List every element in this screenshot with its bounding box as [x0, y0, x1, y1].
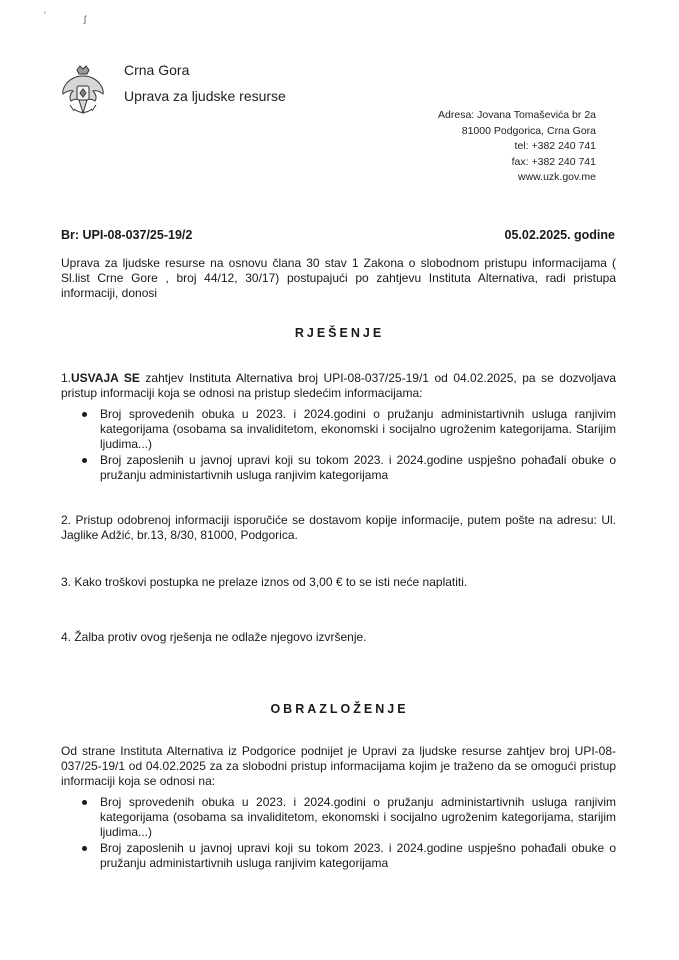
contact-tel: tel: +382 240 741	[514, 140, 596, 152]
list-item-text: Broj sprovedenih obuka u 2023. i 2024.godini o pružanju administartivnih usluga ranjivim kategorijama (osobama sa invaliditetom, ekonomski i socijalno ugroženim kategorijama. Starijim ljudima...)	[100, 407, 616, 451]
coat-of-arms-icon	[58, 64, 108, 120]
list-item-text: Broj zaposlenih u javnoj upravi koji su tokom 2023. i 2024.godine uspješno pohađali obuke o pružanju administartivnih usluga ranjivim kategorijama	[100, 841, 616, 870]
contact-city: 81000 Podgorica, Crna Gora	[461, 124, 596, 137]
reference-date: 05.02.2025. godine	[504, 228, 615, 242]
point-1	[61, 371, 616, 401]
contact-address: Adresa: Jovana Tomaševića br 2a	[438, 109, 596, 121]
point-1-text: zahtjev Instituta Alternativa broj UPI-08-037/25-19/1 od 04.02.2025, pa se dozvoljava pristup informaciji koja se odnosi na pristup sledećim informacijama:	[61, 371, 616, 400]
reference-number: Br: UPI-08-037/25-19/2	[61, 228, 193, 242]
bullet-icon	[82, 800, 87, 805]
point-3: 3. Kako troškovi postupka ne prelaze iznos od 3,00 € to se isti neće naplatiti.	[61, 575, 468, 589]
list-item-text: Broj sprovedenih obuka u 2023. i 2024.godini o pružanju administartivnih usluga ranjivim kategorijama (osobama sa invaliditetom, ekonomski i socijalno ugroženim kategorijama, starijim ljudima...)	[100, 795, 616, 839]
list-item	[78, 841, 616, 871]
reasoning-heading: OBRAZLOŽENJE	[270, 702, 409, 716]
org-name: Uprava za ljudske resurse	[124, 88, 286, 104]
contact-block	[438, 108, 596, 186]
point-1-bold: USVAJA SE	[71, 371, 140, 385]
point-1-list	[78, 407, 616, 483]
org-country: Crna Gora	[124, 62, 190, 78]
list-item	[78, 795, 616, 840]
point-1-number: 1.	[61, 371, 72, 385]
reasoning-list	[78, 795, 616, 871]
bullet-icon	[82, 412, 87, 417]
scan-mark-left: ‘	[44, 10, 46, 20]
list-item-text: Broj zaposlenih u javnoj upravi koji su tokom 2023. i 2024.godine uspješno pohađali obuke o pružanju administartivnih usluga ranjivim kategorijama	[100, 453, 616, 482]
point-2: 2. Pristup odobrenoj informaciji isporučiće se dostavom kopije informacije, putem pošte na adresu: Ul. Jaglike Adžić, br.13, 8/30, 81000, Podgorica.	[61, 513, 616, 542]
contact-fax: fax: +382 240 741	[511, 155, 596, 168]
bullet-icon	[82, 458, 87, 463]
scan-mark-right: ʃ	[84, 14, 86, 24]
list-item	[78, 407, 616, 452]
intro-paragraph: Uprava za ljudske resurse na osnovu člana 30 stav 1 Zakona o slobodnom pristupu informacijama ( Sl.list Crne Gore , broj 44/12, 30/17) postupajući po zahtjevu Instituta Alternativa, radi pristupa informaciji, donosi	[61, 256, 616, 300]
bullet-icon	[82, 846, 87, 851]
contact-web: www.uzk.gov.me	[518, 171, 596, 183]
list-item	[78, 453, 616, 483]
point-4: 4. Žalba protiv ovog rješenja ne odlaže njegovo izvršenje.	[61, 630, 367, 644]
decision-heading: RJEŠENJE	[294, 326, 385, 340]
reasoning-paragraph: Od strane Instituta Alternativa iz Podgorice podnijet je Upravi za ljudske resurse zahtjev broj UPI-08-037/25-19/1 od 04.02.2025 za za slobodni pristup informacijama kojim je traženo da se omogući pristup informaciji koja se odnosi na:	[61, 744, 616, 788]
